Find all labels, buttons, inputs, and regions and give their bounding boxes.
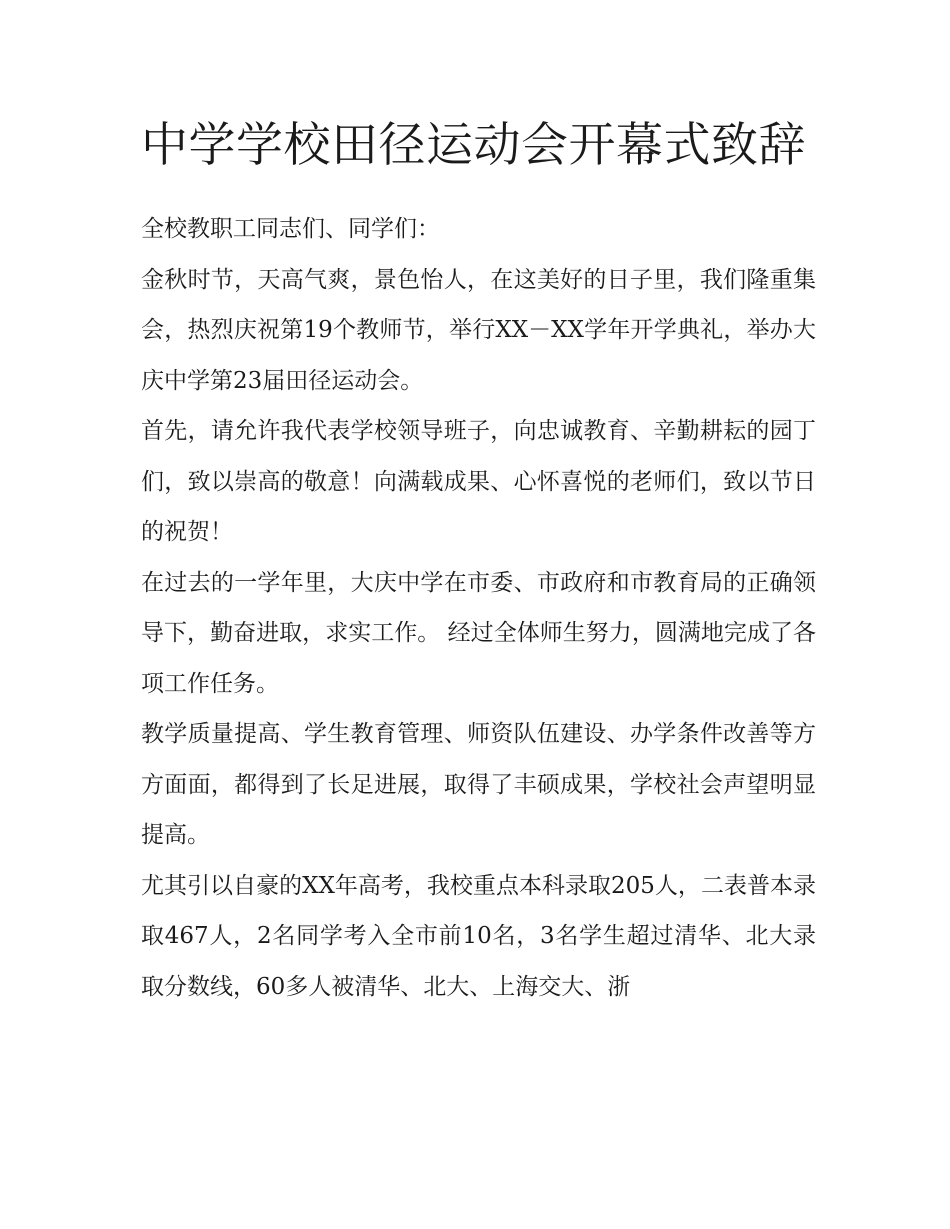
paragraph-greetings: 首先，请允许我代表学校领导班子，向忠诚教育、辛勤耕耘的园丁们，致以崇高的敬意！向满载成果、心怀喜悦的老师们，致以节日的祝贺！ [141,418,816,545]
paragraph-salutation: 全校教职工同志们、同学们： [141,216,440,242]
document-title: 中学学校田径运动会开幕式致辞 [141,118,806,173]
paragraph-exam-results: 尤其引以自豪的XX年高考，我校重点本科录取205人，二表普本录取467人，2名同学考入全市前10名，3名学生超过清华、北大录取分数线，60多人被清华、北大、上海交大、浙 [141,872,816,1000]
paragraph-opening: 金秋时节，天高气爽，景色怡人，在这美好的日子里，我们隆重集会，热烈庆祝第19个教师节，举行XX－XX学年开学典礼，举办大庆中学第23届田径运动会。 [141,266,816,394]
document-body [141,204,816,1012]
paragraph-achievements: 教学质量提高、学生教育管理、师资队伍建设、办学条件改善等方方面面，都得到了长足进展，取得了丰硕成果，学校社会声望明显提高。 [141,721,816,848]
paragraph-past-year: 在过去的一学年里，大庆中学在市委、市政府和市教育局的正确领导下，勤奋进取，求实工作。 经过全体师生努力，圆满地完成了各项工作任务。 [141,569,816,697]
document-content [141,108,816,1012]
